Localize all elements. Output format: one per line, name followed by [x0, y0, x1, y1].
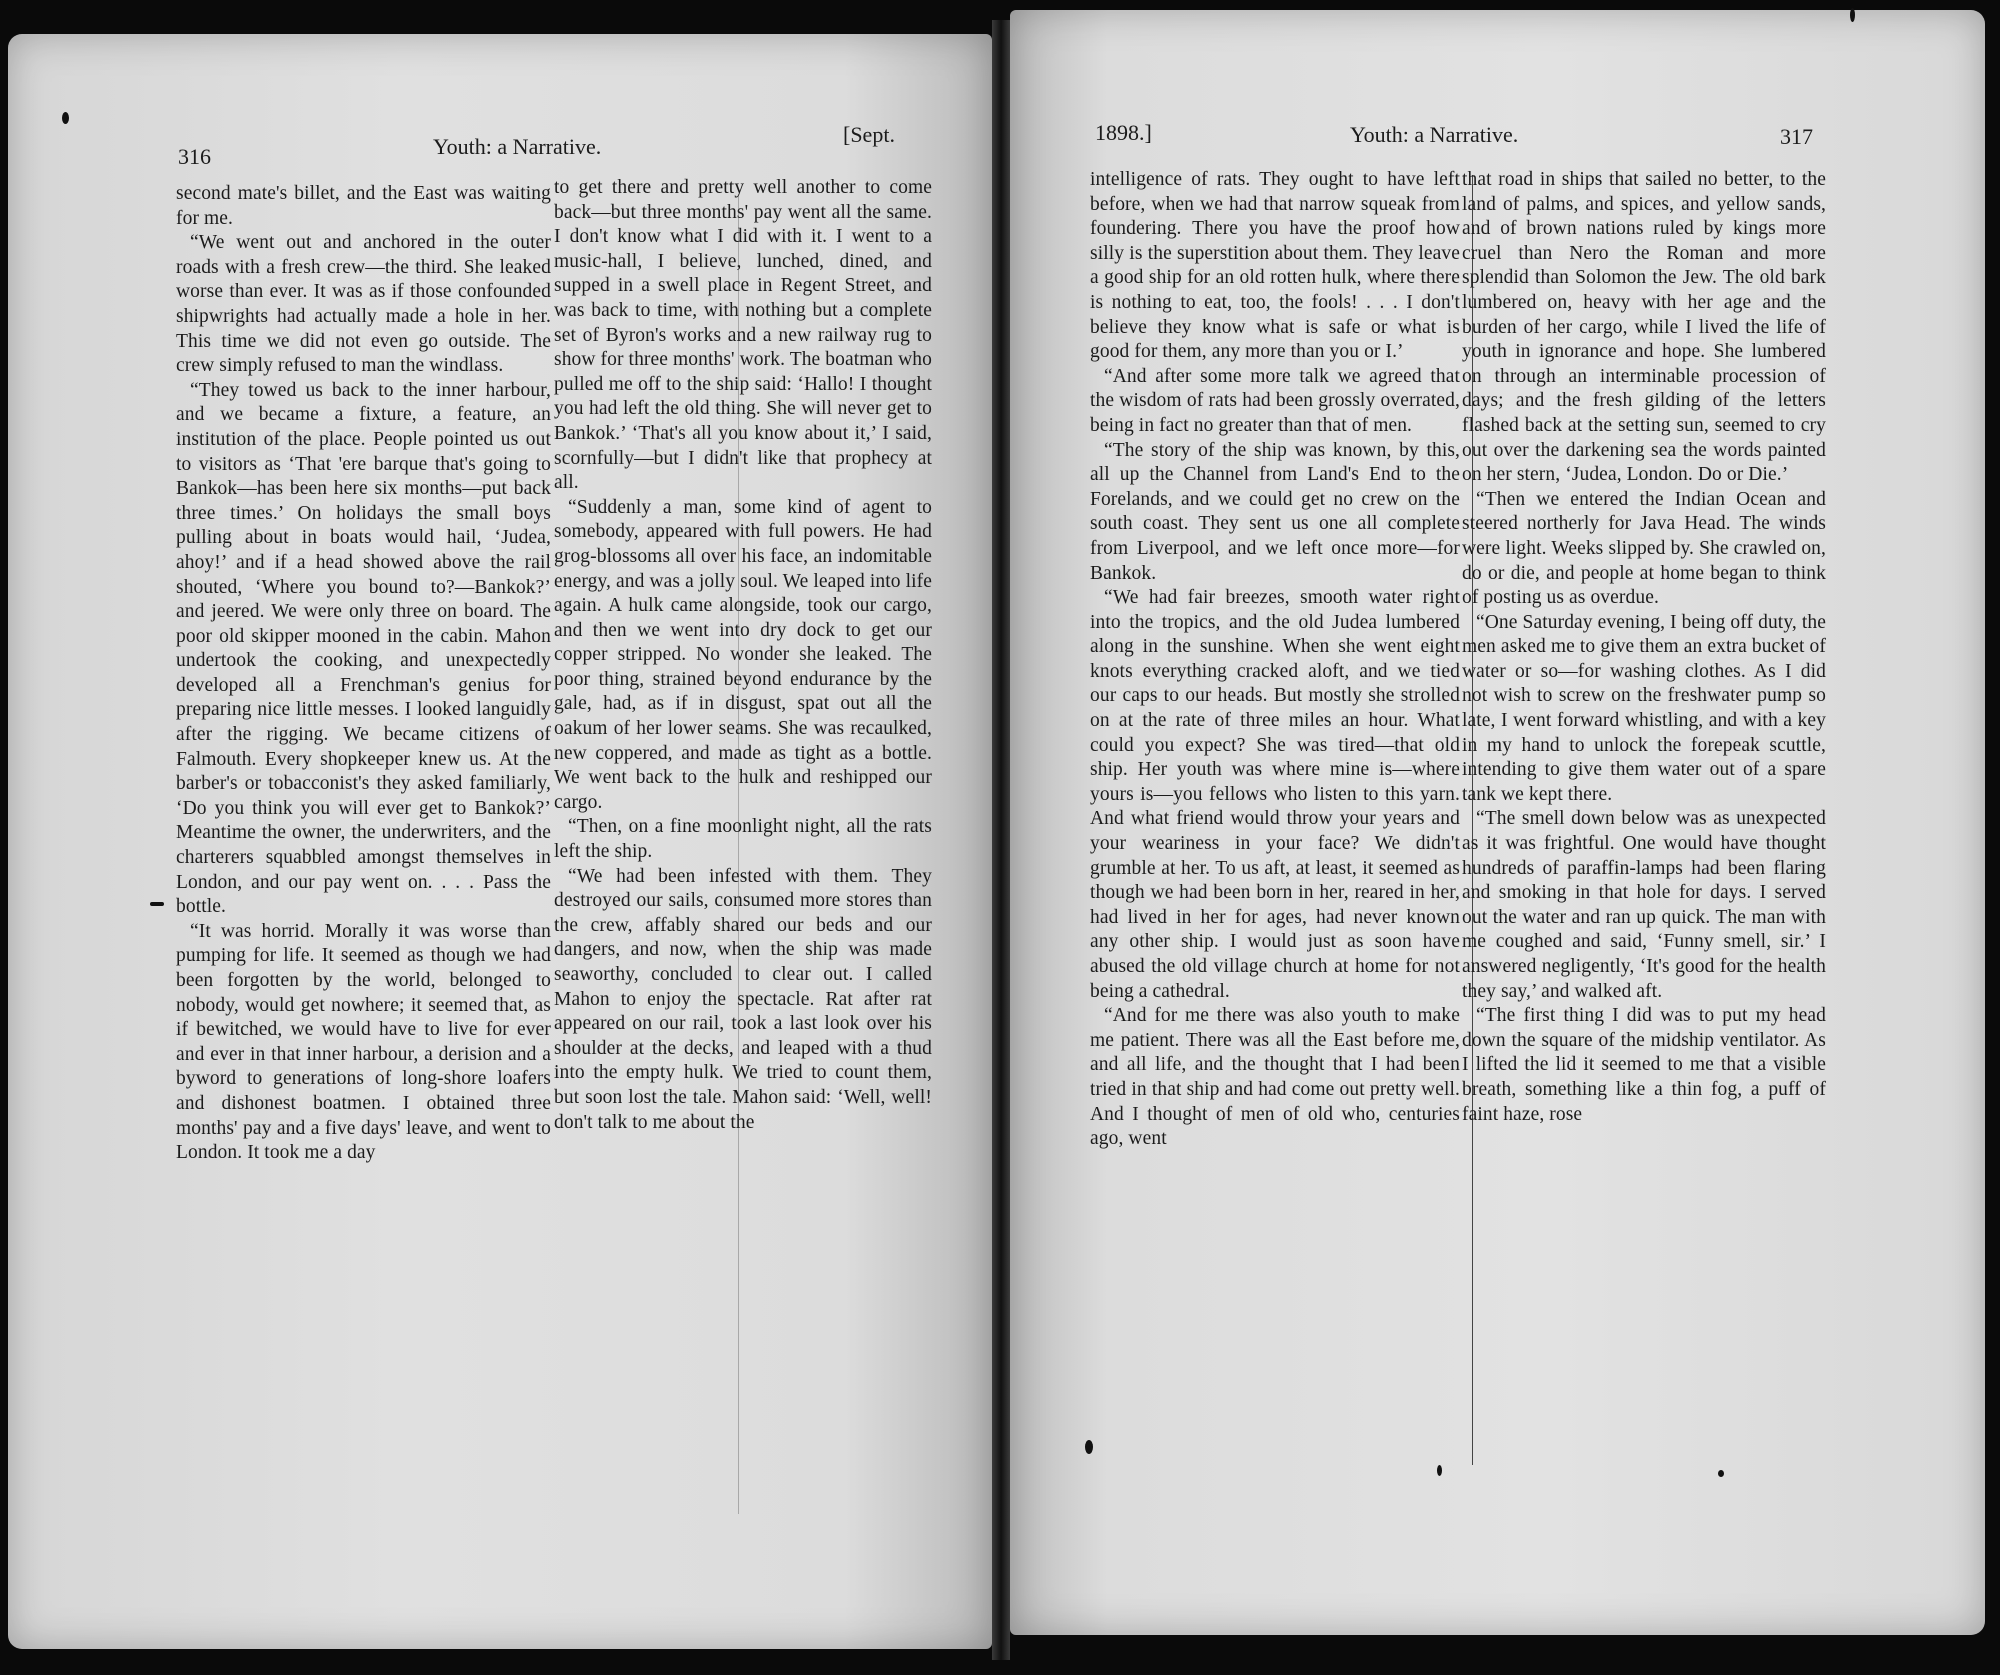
right-page — [1010, 10, 1985, 1635]
scan-speck — [1850, 8, 1855, 22]
right-column-1 — [1090, 168, 1460, 1152]
paragraph: intelligence of rats. They ought to have left before, when we had that narrow squeak from foundering. There you have the proof how silly is the superstition about them. They leave a good ship for an old rotten hulk, where there is nothing to eat, too, the fools! . . . I don't believe they know what is safe or what is good for them, any more than you or I.’ — [1090, 169, 1460, 363]
paragraph: “And after some more talk we agreed that the wisdom of rats had been grossly overrated, being in fact no greater than that of men. — [1090, 365, 1460, 436]
right-page-number: 317 — [1780, 124, 1813, 149]
left-month: [Sept. — [843, 122, 895, 147]
paragraph: “Then we entered the Indian Ocean and steered northerly for Java Head. The winds were light. Weeks slipped by. She crawled on, do or die, and people at home began to think of posting us as overdue. — [1462, 488, 1826, 609]
paragraph: “They towed us back to the inner harbour, and we became a fixture, a feature, an institution of the place. People pointed us out to visitors as ‘That 'ere barque that's going to Bankok—has been here six months—put back three times.’ On holidays the small boys pulling about in boats would hail, ‘Judea, ahoy!’ and if a head showed above the rail shouted, ‘Where you bound to?—Bankok?’ and jeered. We were only three on board. The poor old skipper mooned in the cabin. Mahon undertook the cooking, and unexpectedly developed all a Frenchman's genius for preparing nice little messes. I looked languidly after the rigging. We became citizens of Falmouth. Every shopkeeper knew us. At the barber's or tobacconist's they asked familiarly, ‘Do you think you will ever get to Bankok?’ Meantime the owner, the underwriters, and the charterers squabbled amongst themselves in London, and our pay went on. . . . Pass the bottle. — [176, 379, 551, 918]
left-running-title: Youth: a Narrative. — [433, 134, 602, 159]
left-page — [8, 34, 992, 1649]
paragraph: to get there and pretty well another to come back—but three months' pay went all the same. I don't know what I did with it. I went to a music-hall, I believe, lunched, dined, and supped in a swell place in Regent Street, and was back to time, with nothing but a complete set of Byron's works and a new railway rug to show for three months' work. The boatman who pulled me off to the ship said: ‘Hallo! I thought you had left the old thing. She will never get to Bankok.’ ‘That's all you know about it,’ I said, scornfully—but I didn't like that prophecy at all. — [554, 177, 932, 494]
scan-speck — [1437, 1465, 1442, 1476]
paragraph: “We had fair breezes, smooth water right into the tropics, and the old Judea lumbered along in the sunshine. When she went eight knots everything cracked aloft, and we tied our caps to our heads. But mostly she strolled on at the rate of three miles an hour. What could you expect? She was tired—that old ship. Her youth was where mine is—where yours is—you fellows who listen to this yarn. And what friend would throw your years and your weariness in your face? We didn't grumble at her. To us aft, at least, it seemed as though we had been born in her, reared in her, had lived in her for ages, had never known any other ship. I would just as soon have abused the old village church at home for not being a cathedral. — [1090, 587, 1460, 1002]
left-page-number: 316 — [178, 144, 211, 169]
column-rule — [738, 194, 739, 1514]
left-column-2 — [554, 176, 932, 1135]
book-gutter — [992, 20, 1010, 1660]
paragraph: “We had been infested with them. They destroyed our sails, consumed more stores than the crew, affably shared our beds and our dangers, and now, when the ship was made seaworthy, concluded to clear out. I called Mahon to enjoy the spectacle. Rat after rat appeared on our rail, took a last look over his shoulder at the decks, and leaped with a thud into the empty hulk. We tried to count them, but soon lost the tale. Mahon said: ‘Well, well! don't talk to me about the — [554, 865, 932, 1133]
paragraph: that road in ships that sailed no better, to the land of palms, and spices, and yellow sands, and of brown nations ruled by kings more cruel than Nero the Roman and more splendid than Solomon the Jew. The old bark lumbered on, heavy with her age and the burden of her cargo, while I lived the life of youth in ignorance and hope. She lumbered on through an interminable procession of days; and the fresh gilding of the letters flashed back at the setting sun, seemed to cry out over the darkening sea the words painted on her stern, ‘Judea, London. Do or Die.’ — [1462, 169, 1826, 486]
paragraph: “The smell down below was as unexpected as it was frightful. One would have thought hundreds of paraffin-lamps had been flaring and smoking in that hole for days. I served out the water and ran up quick. The man with me coughed and said, ‘Funny smell, sir.’ I answered negligently, ‘It's good for the health they say,’ and walked aft. — [1462, 808, 1826, 1002]
scan-speck — [150, 902, 164, 906]
scan-speck — [1085, 1440, 1093, 1454]
paragraph: second mate's billet, and the East was waiting for me. — [176, 183, 551, 229]
scan-speck — [62, 112, 69, 124]
paragraph: “The first thing I did was to put my head down the square of the midship ventilator. As I lifted the lid it seemed to me that a visible breath, something like a thin fog, a puff of faint haze, rose — [1462, 1005, 1826, 1125]
paragraph: “It was horrid. Morally it was worse than pumping for life. It seemed as though we had been forgotten by the world, belonged to nobody, would get nowhere; it seemed that, as if bewitched, we would have to live for ever and ever in that inner harbour, a derision and a byword to generations of long-shore loafers and dishonest boatmen. I obtained three months' pay and a five days' leave, and went to London. It took me a day — [176, 920, 551, 1164]
paragraph: “And for me there was also youth to make me patient. There was all the East before me, and all life, and the thought that I had been tried in that ship and had come out pretty well. And I thought of men of old who, centuries ago, went — [1090, 1005, 1460, 1150]
paragraph: “We went out and anchored in the outer roads with a fresh crew—the third. She leaked worse than ever. It was as if those confounded shipwrights had actually made a hole in her. This time we did not even go outside. The crew simply refused to man the windlass. — [176, 232, 551, 377]
scan-speck — [1718, 1470, 1724, 1477]
paragraph: “Suddenly a man, some kind of agent to somebody, appeared with full powers. He had grog-blossoms all over his face, an indomitable energy, and was a jolly soul. We leaped into life again. A hulk came alongside, took our cargo, and then we went into dry dock to get our copper stripped. No wonder she leaked. The poor thing, strained beyond endurance by the gale, had, as if in disgust, spat out all the oakum of her lower seams. She was recaulked, new coppered, and made as tight as a bottle. We went back to the hulk and reshipped our cargo. — [554, 496, 932, 813]
right-column-2 — [1462, 168, 1826, 1127]
left-column-1 — [176, 182, 551, 1166]
paragraph: “One Saturday evening, I being off duty, the men asked me to give them an extra bucket of water or so—for washing clothes. As I did not wish to screw on the freshwater pump so late, I went forward whistling, and with a key in my hand to unlock the forepeak scuttle, intending to give them water out of a spare tank we kept there. — [1462, 611, 1826, 805]
paragraph: “The story of the ship was known, by this, all up the Channel from Land's End to the Forelands, and we could get no crew on the south coast. They sent us one all complete from Liverpool, and we left once more—for Bankok. — [1090, 439, 1460, 584]
paragraph: “Then, on a fine moonlight night, all the rats left the ship. — [554, 816, 932, 863]
right-running-title: Youth: a Narrative. — [1350, 122, 1519, 147]
right-year: 1898.] — [1095, 120, 1152, 145]
